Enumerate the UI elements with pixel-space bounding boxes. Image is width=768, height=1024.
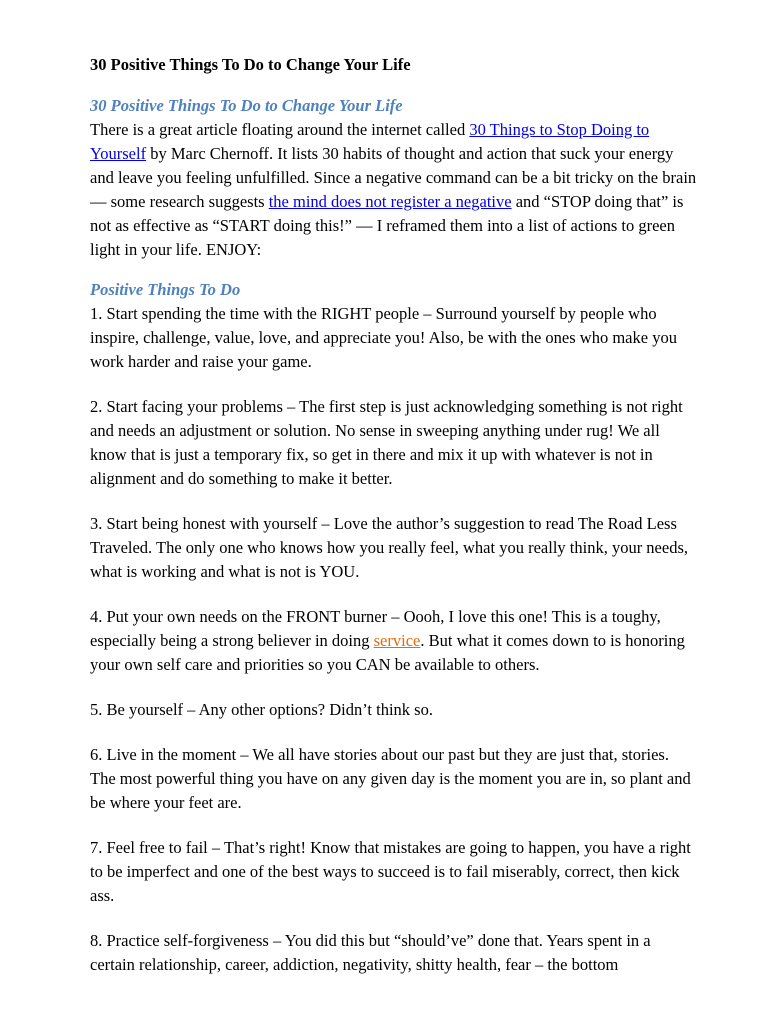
item-4-text-1: 4. Put your own needs on the FRONT burner – Oooh, I love this one! This is a toughy, especially being a strong believer in doing — [90, 607, 661, 650]
list-item: 1. Start spending the time with the RIGHT people – Surround yourself by people who inspire, challenge, value, love, and appreciate you! Also, be with the ones who make you work harder and raise your game. — [90, 304, 677, 371]
link-mind-does-not-register-negative[interactable]: the mind does not register a negative — [268, 192, 512, 211]
list-item: 7. Feel free to fail – That’s right! Know that mistakes are going to happen, you have a right to be imperfect and one of the best ways to succeed is to fail miserably, correct, then kick ass. — [90, 838, 691, 905]
list-item: 2. Start facing your problems – The first step is just acknowledging something is not right and needs an adjustment or solution. No sense in sweeping anything under rug! We all know that is just a temporary fix, so get in there and mix it up with whatever is not in alignment and do something to make it better. — [90, 397, 683, 488]
article-heading: 30 Positive Things To Do to Change Your Life — [90, 96, 403, 115]
document-title: 30 Positive Things To Do to Change Your Life — [90, 55, 411, 74]
section-heading: Positive Things To Do — [90, 280, 241, 299]
list-item: 6. Live in the moment – We all have stories about our past but they are just that, stories. The most powerful thing you have on any given day is the moment you are in, so plant and be where your feet are. — [90, 745, 691, 812]
intro-text-3: and “STOP doing that” is not as effective as “START doing this!” — I reframed them into a list of actions to green light in your life. ENJOY: — [90, 192, 684, 259]
intro-text-2: by Marc Chernoff. It lists 30 habits of thought and action that suck your energy and leave you feeling unfulfilled. Since a negative command can be a bit tricky on the brain — some research suggests — [90, 144, 697, 211]
list-item: 5. Be yourself – Any other options? Didn’t think so. — [90, 700, 433, 719]
link-30-things-to-stop-doing[interactable]: 30 Things to Stop Doing to Yourself — [90, 120, 650, 163]
item-4-text-2: . But what it comes down to is honoring your own self care and priorities so you CAN be available to others. — [90, 631, 685, 674]
intro-paragraph — [90, 118, 698, 262]
intro-text-1: There is a great article floating around the internet called — [90, 120, 470, 139]
link-service[interactable]: service — [373, 631, 421, 650]
list-item: 3. Start being honest with yourself – Love the author’s suggestion to read The Road Less Traveled. The only one who knows how you really feel, what you really think, your needs, what is working and what is not is YOU. — [90, 514, 689, 581]
list-item: 8. Practice self-forgiveness – You did this but “should’ve” done that. Years spent in a certain relationship, career, addiction, negativity, shitty health, fear – the bottom — [90, 931, 651, 974]
list-item — [90, 605, 698, 677]
